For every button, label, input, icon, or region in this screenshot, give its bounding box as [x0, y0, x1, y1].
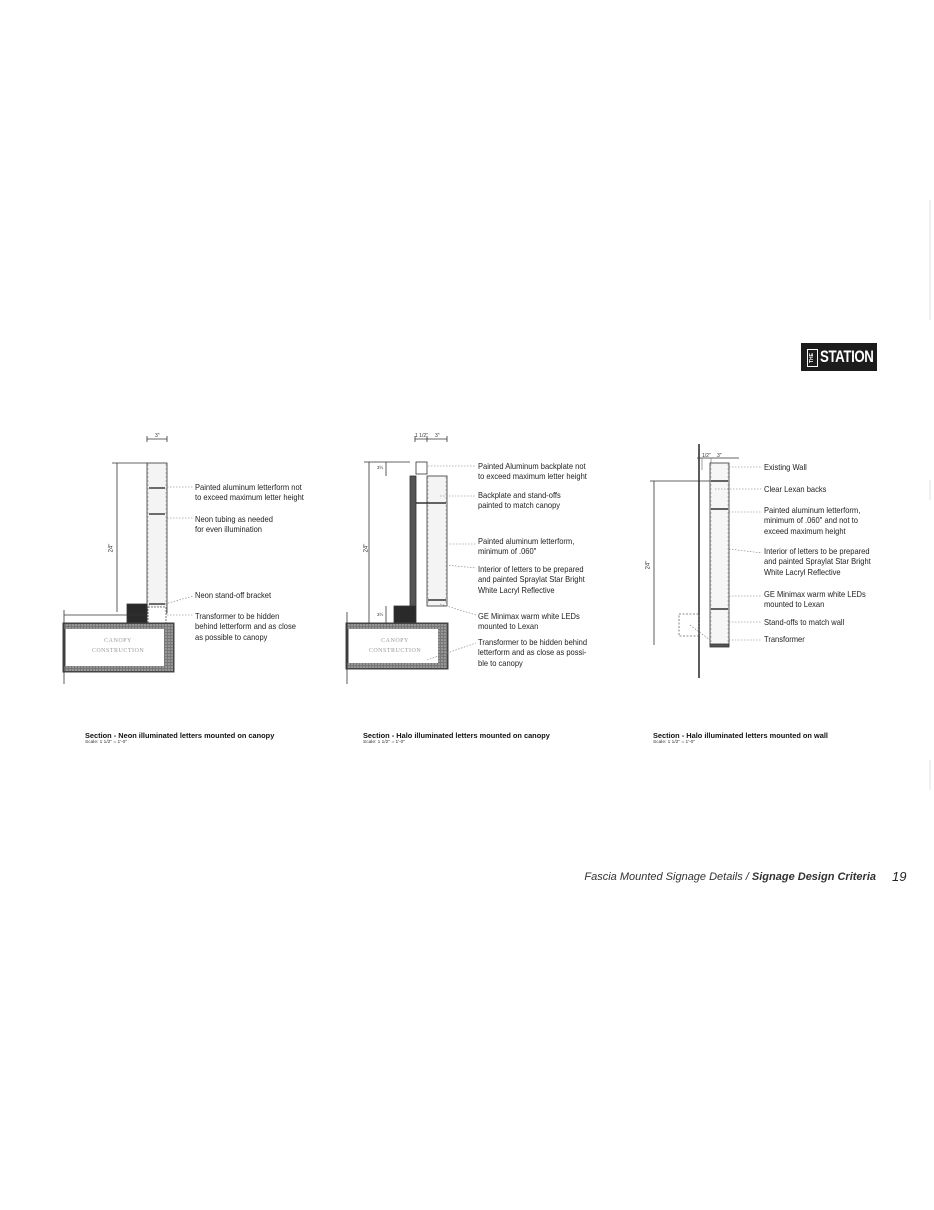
dim-label: 24" — [108, 543, 115, 553]
callout-note: Painted Aluminum backplate not to exceed maximum letter height — [478, 462, 587, 482]
logo-name: STATION — [820, 347, 874, 366]
logo-prefix: THE — [809, 353, 815, 363]
dim-label: 1/2" — [702, 453, 711, 459]
callout-note: Stand-offs to match wall — [764, 618, 845, 627]
section-caption: Section - Halo illuminated letters mounted on wall — [653, 731, 828, 740]
callout-note: GE Minimax warm white LEDs mounted to Lexan — [478, 612, 580, 632]
section-scale: Scale: 1 1/2" = 1'-0" — [85, 740, 128, 745]
canopy-label: CANOPY CONSTRUCTION — [368, 638, 422, 654]
page-footer — [584, 871, 876, 883]
callout-note: Existing Wall — [764, 463, 807, 472]
callout-note: Transformer — [764, 635, 805, 644]
callout-note: Painted aluminum letterform, minimum of .060" and not to exceed maximum height — [764, 506, 861, 536]
dim-label: 3" — [435, 433, 440, 439]
dim-label: 3½ — [377, 612, 384, 617]
callout-note: Transformer to be hidden behind letterform and as close as possi- ble to canopy — [478, 638, 588, 668]
dim-label: 24" — [363, 543, 370, 553]
footer-document: Signage Design Criteria — [751, 871, 876, 883]
callout-note: Transformer to be hidden behind letterform and as close as possible to canopy — [195, 612, 296, 642]
page-number: 19 — [892, 869, 907, 884]
callout-note: Interior of letters to be prepared and painted Spraylat Star Bright White Lacryl Reflective — [764, 547, 871, 577]
callout-note: Painted aluminum letterform, minimum of .060" — [478, 537, 575, 557]
callout-note: Backplate and stand-offs painted to match canopy — [478, 491, 561, 511]
section-scale: Scale: 1 1/2" = 1'-0" — [363, 740, 406, 745]
callout-note: GE Minimax warm white LEDs mounted to Lexan — [764, 590, 866, 610]
diagram-halo-wall — [650, 444, 762, 678]
dim-label: 24" — [645, 560, 652, 570]
dim-label: 1 1/2" — [415, 433, 428, 439]
canopy-label: CANOPY CONSTRUCTION — [91, 638, 145, 654]
dim-label: 3" — [155, 433, 160, 439]
callout-note: Neon tubing as needed for even illumination — [195, 515, 273, 535]
dim-label: 3½ — [377, 465, 384, 470]
dim-label: 3" — [717, 453, 722, 459]
callout-note: Interior of letters to be prepared and painted Spraylat Star Bright White Lacryl Reflective — [478, 565, 585, 595]
callout-note: Neon stand-off bracket — [195, 591, 272, 600]
section-scale: Scale: 1 1/2" = 1'-0" — [653, 740, 696, 745]
section-caption: Section - Halo illuminated letters mounted on canopy — [363, 731, 550, 740]
callout-note: Clear Lexan backs — [764, 485, 827, 494]
section-caption: Section - Neon illuminated letters mounted on canopy — [85, 731, 275, 740]
callout-note: Painted aluminum letterform not to exceed maximum letter height — [195, 483, 304, 503]
footer-section: Fascia Mounted Signage Details / — [584, 871, 749, 883]
